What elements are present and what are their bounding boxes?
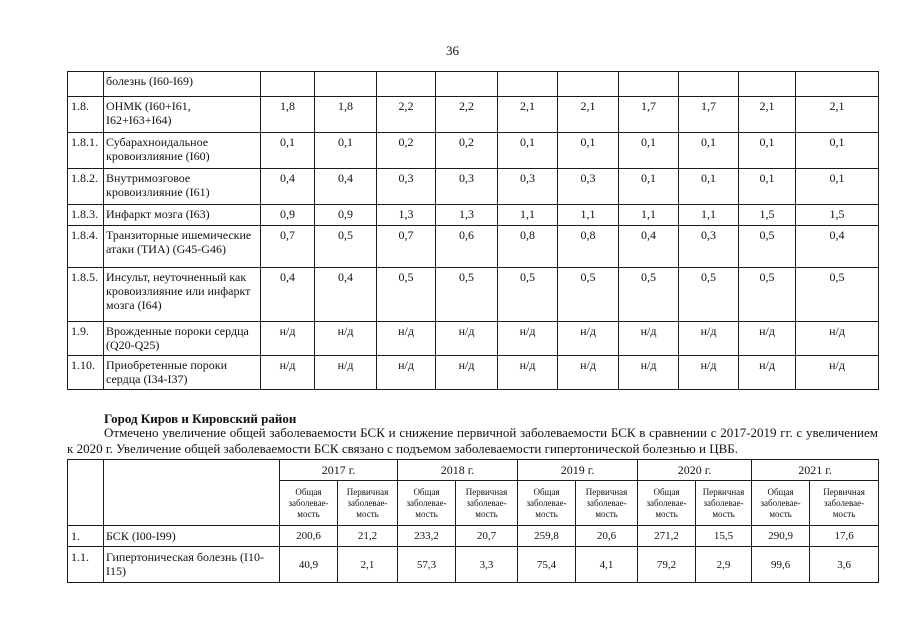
subheader-line: заболевае- — [526, 497, 567, 508]
value-cell: н/д — [619, 322, 679, 356]
value-cell: 21,2 — [338, 526, 398, 547]
value-cell: 200,6 — [280, 526, 338, 547]
value-cell: 0,1 — [261, 133, 315, 169]
value-cell: 0,3 — [679, 226, 739, 268]
row-name: БСК (I00-I99) — [104, 526, 280, 547]
row-name: Гипертоническая болезнь (I10-I15) — [104, 547, 280, 583]
value-cell: 259,8 — [518, 526, 576, 547]
row-code: 1.8. — [68, 97, 104, 133]
year-header: 2018 г. — [398, 460, 518, 481]
table-row — [68, 72, 879, 97]
row-code: 1.10. — [68, 356, 104, 390]
value-cell: 0,5 — [498, 268, 558, 322]
value-cell: 0,1 — [619, 133, 679, 169]
value-cell: 0,1 — [739, 133, 796, 169]
value-cell: 1,8 — [261, 97, 315, 133]
value-cell: 57,3 — [398, 547, 456, 583]
year-header: 2020 г. — [638, 460, 752, 481]
general-morbidity-header — [752, 481, 810, 526]
row-name: ОНМК (I60+I61, I62+I63+I64) — [104, 97, 261, 133]
subheader-line: мость — [595, 508, 618, 519]
value-cell: н/д — [315, 356, 377, 390]
value-cell — [679, 72, 739, 97]
table-row — [68, 322, 879, 356]
value-cell: 75,4 — [518, 547, 576, 583]
value-cell: 0,4 — [315, 169, 377, 205]
value-cell: 0,9 — [315, 205, 377, 226]
value-cell: н/д — [796, 322, 879, 356]
value-cell: 2,1 — [739, 97, 796, 133]
table-row — [68, 133, 879, 169]
subheader-line: Общая — [767, 486, 794, 497]
value-cell: 0,1 — [796, 133, 879, 169]
subheader-line: Первичная — [346, 486, 389, 497]
value-cell: 0,6 — [436, 226, 498, 268]
value-cell: 0,1 — [739, 169, 796, 205]
value-cell: 15,5 — [696, 526, 752, 547]
value-cell: 79,2 — [638, 547, 696, 583]
row-name: Приобретенные пороки сердца (I34-I37) — [104, 356, 261, 390]
subheader-line: заболевае- — [288, 497, 329, 508]
value-cell: 0,5 — [436, 268, 498, 322]
value-cell: 4,1 — [576, 547, 638, 583]
value-cell: 0,5 — [377, 268, 436, 322]
value-cell: 2,1 — [796, 97, 879, 133]
value-cell: н/д — [498, 356, 558, 390]
value-cell: 0,4 — [619, 226, 679, 268]
subheader-line: заболевае- — [347, 497, 388, 508]
section-paragraph: Отмечено увеличение общей заболеваемости БСК и снижение первичной заболеваемости БСК в сравнении с 2017-2019 гг. с увеличением к 2020 г. Увеличение общей заболеваемости БСК связано с подъемом заболеваемости гипертонической болезнью и ЦВБ. — [67, 425, 878, 456]
value-cell: 0,4 — [261, 169, 315, 205]
header-name-cell — [104, 460, 280, 526]
value-cell: 0,2 — [377, 133, 436, 169]
row-name: болезнь (I60-I69) — [104, 72, 261, 97]
value-cell: н/д — [739, 322, 796, 356]
value-cell: 17,6 — [810, 526, 879, 547]
general-morbidity-header — [280, 481, 338, 526]
value-cell: 0,2 — [436, 133, 498, 169]
value-cell: 20,6 — [576, 526, 638, 547]
value-cell: 3,3 — [456, 547, 518, 583]
value-cell: н/д — [739, 356, 796, 390]
row-code: 1.8.3. — [68, 205, 104, 226]
value-cell: 0,3 — [558, 169, 619, 205]
year-header-row — [68, 460, 879, 481]
value-cell: 20,7 — [456, 526, 518, 547]
value-cell — [436, 72, 498, 97]
subheader-line: Общая — [653, 486, 680, 497]
value-cell: 1,1 — [498, 205, 558, 226]
row-code: 1.8.1. — [68, 133, 104, 169]
row-name: Транзиторные ишемические атаки (ТИА) (G45-G46) — [104, 226, 261, 268]
value-cell — [796, 72, 879, 97]
general-morbidity-header — [518, 481, 576, 526]
table-row — [68, 97, 879, 133]
value-cell: 0,1 — [558, 133, 619, 169]
value-cell: 2,2 — [436, 97, 498, 133]
value-cell: 0,4 — [261, 268, 315, 322]
value-cell: 1,1 — [558, 205, 619, 226]
subheader-line: Первичная — [702, 486, 745, 497]
value-cell: н/д — [498, 322, 558, 356]
value-cell: н/д — [261, 356, 315, 390]
subheader-line: Первичная — [823, 486, 865, 497]
primary-morbidity-header — [456, 481, 518, 526]
kirov-morbidity-table — [67, 459, 879, 583]
value-cell: н/д — [679, 356, 739, 390]
table-row — [68, 169, 879, 205]
value-cell: 0,1 — [619, 169, 679, 205]
value-cell — [377, 72, 436, 97]
row-code — [68, 72, 104, 97]
subheader-line: Общая — [295, 486, 322, 497]
value-cell: 0,5 — [739, 268, 796, 322]
row-name: Внутримозговое кровоизлияние (I61) — [104, 169, 261, 205]
general-morbidity-header — [638, 481, 696, 526]
row-code: 1.8.4. — [68, 226, 104, 268]
general-morbidity-header — [398, 481, 456, 526]
value-cell — [498, 72, 558, 97]
table-row — [68, 205, 879, 226]
row-code: 1. — [68, 526, 104, 547]
year-header: 2021 г. — [752, 460, 879, 481]
table-row — [68, 547, 879, 583]
primary-morbidity-header — [338, 481, 398, 526]
value-cell — [558, 72, 619, 97]
subheader-line: Общая — [533, 486, 560, 497]
value-cell: 0,4 — [796, 226, 879, 268]
value-cell: 0,7 — [377, 226, 436, 268]
value-cell: 0,7 — [261, 226, 315, 268]
value-cell: н/д — [436, 356, 498, 390]
value-cell: 0,1 — [796, 169, 879, 205]
row-code: 1.8.2. — [68, 169, 104, 205]
value-cell: 2,1 — [558, 97, 619, 133]
row-name: Субарахноидальное кровоизлияние (I60) — [104, 133, 261, 169]
value-cell: 0,9 — [261, 205, 315, 226]
subheader-line: мость — [655, 508, 678, 519]
value-cell: 1,1 — [619, 205, 679, 226]
primary-morbidity-header — [696, 481, 752, 526]
value-cell: 1,3 — [436, 205, 498, 226]
value-cell: 0,8 — [498, 226, 558, 268]
subheader-line: мость — [832, 508, 856, 519]
row-name: Инсульт, неуточненный как кровоизлияние или инфаркт мозга (I64) — [104, 268, 261, 322]
subheader-line: заболевае- — [406, 497, 447, 508]
subheader-line: Первичная — [585, 486, 628, 497]
value-cell: н/д — [377, 356, 436, 390]
value-cell: 99,6 — [752, 547, 810, 583]
value-cell: 0,5 — [315, 226, 377, 268]
value-cell: н/д — [796, 356, 879, 390]
subheader-line: мость — [535, 508, 558, 519]
subheader-line: мость — [356, 508, 379, 519]
value-cell: 0,4 — [315, 268, 377, 322]
value-cell: н/д — [315, 322, 377, 356]
subheader-line: мость — [769, 508, 792, 519]
section-heading: Город Киров и Кировский район — [104, 411, 297, 426]
subheader-line: мость — [415, 508, 438, 519]
row-code: 1.1. — [68, 547, 104, 583]
year-header: 2017 г. — [280, 460, 398, 481]
value-cell: 2,2 — [377, 97, 436, 133]
value-cell: 0,1 — [679, 169, 739, 205]
value-cell: 40,9 — [280, 547, 338, 583]
subheader-line: заболевае- — [466, 497, 507, 508]
value-cell: 0,1 — [315, 133, 377, 169]
year-header: 2019 г. — [518, 460, 638, 481]
value-cell — [315, 72, 377, 97]
subheader-line: мость — [712, 508, 735, 519]
cvd-indicators-table — [67, 71, 879, 390]
value-cell: 1,1 — [679, 205, 739, 226]
value-cell: 271,2 — [638, 526, 696, 547]
table-row — [68, 226, 879, 268]
value-cell: н/д — [261, 322, 315, 356]
value-cell: 2,1 — [498, 97, 558, 133]
subheader-line: заболевае- — [646, 497, 687, 508]
value-cell: н/д — [558, 356, 619, 390]
subheader-line: Общая — [413, 486, 440, 497]
value-cell: 2,1 — [338, 547, 398, 583]
primary-morbidity-header — [810, 481, 879, 526]
value-cell: 290,9 — [752, 526, 810, 547]
value-cell: 0,3 — [436, 169, 498, 205]
subheader-line: мость — [297, 508, 320, 519]
value-cell: н/д — [377, 322, 436, 356]
value-cell: 0,5 — [739, 226, 796, 268]
subheader-line: заболевае- — [586, 497, 627, 508]
row-code: 1.9. — [68, 322, 104, 356]
subheader-line: Первичная — [465, 486, 508, 497]
value-cell: 0,5 — [619, 268, 679, 322]
value-cell: 0,3 — [498, 169, 558, 205]
value-cell — [739, 72, 796, 97]
row-code: 1.8.5. — [68, 268, 104, 322]
value-cell: 1,7 — [619, 97, 679, 133]
value-cell: 0,8 — [558, 226, 619, 268]
table-row — [68, 268, 879, 322]
subheader-line: мость — [475, 508, 498, 519]
value-cell: 1,3 — [377, 205, 436, 226]
value-cell: 0,1 — [679, 133, 739, 169]
subheader-line: заболевае- — [760, 497, 801, 508]
value-cell: 2,9 — [696, 547, 752, 583]
row-name: Инфаркт мозга (I63) — [104, 205, 261, 226]
value-cell: 0,5 — [679, 268, 739, 322]
value-cell — [619, 72, 679, 97]
value-cell: 0,5 — [558, 268, 619, 322]
value-cell: 1,8 — [315, 97, 377, 133]
value-cell: н/д — [558, 322, 619, 356]
page-number: 36 — [446, 43, 459, 58]
header-code-cell — [68, 460, 104, 526]
value-cell: 1,5 — [739, 205, 796, 226]
value-cell: 3,6 — [810, 547, 879, 583]
value-cell: н/д — [619, 356, 679, 390]
primary-morbidity-header — [576, 481, 638, 526]
table-row — [68, 356, 879, 390]
value-cell: 0,1 — [498, 133, 558, 169]
value-cell: 1,5 — [796, 205, 879, 226]
value-cell: 1,7 — [679, 97, 739, 133]
table-row — [68, 526, 879, 547]
value-cell: 0,5 — [796, 268, 879, 322]
value-cell: 0,3 — [377, 169, 436, 205]
subheader-line: заболевае- — [824, 497, 865, 508]
value-cell: 233,2 — [398, 526, 456, 547]
value-cell: н/д — [679, 322, 739, 356]
value-cell: н/д — [436, 322, 498, 356]
subheader-line: заболевае- — [703, 497, 744, 508]
row-name: Врожденные пороки сердца (Q20-Q25) — [104, 322, 261, 356]
value-cell — [261, 72, 315, 97]
